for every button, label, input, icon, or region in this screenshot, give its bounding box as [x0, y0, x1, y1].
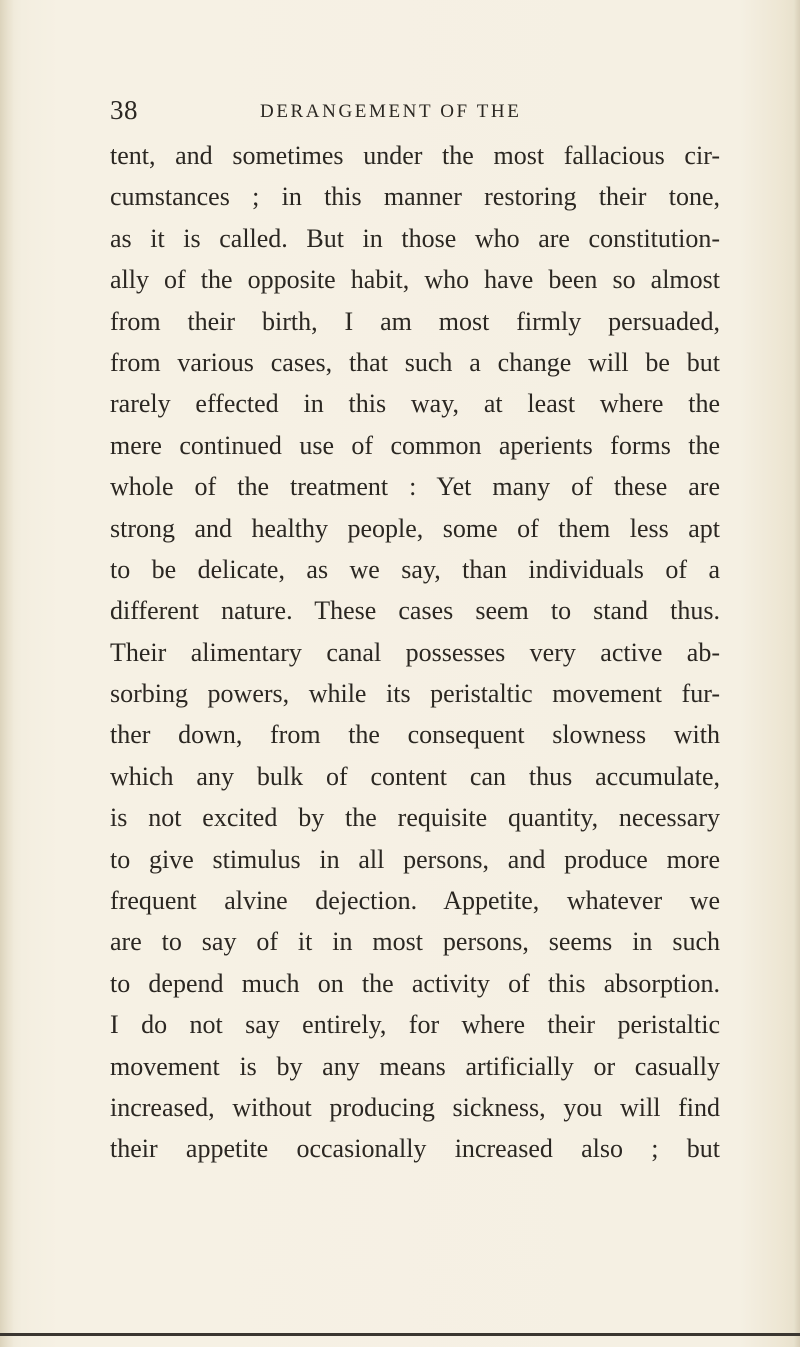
- page-left-edge-shadow: [0, 0, 14, 1347]
- scan-bottom-edge: [0, 1333, 800, 1336]
- text-line: to be delicate, as we say, than individuals of a: [110, 554, 720, 584]
- text-line: strong and healthy people, some of them less apt: [110, 513, 720, 543]
- text-line: from their birth, I am most firmly persuaded,: [110, 306, 720, 336]
- text-line: movement is by any means artificially or casually: [110, 1051, 720, 1081]
- running-head: DERANGEMENT OF THE: [260, 101, 522, 122]
- text-line: ther down, from the consequent slowness with: [110, 720, 720, 750]
- text-line: whole of the treatment : Yet many of these are: [110, 472, 720, 502]
- text-line: from various cases, that such a change will be but: [110, 347, 720, 377]
- page-right-edge-shadow: [794, 0, 800, 1347]
- text-line: to give stimulus in all persons, and produce more: [110, 844, 720, 874]
- text-line: Their alimentary canal possesses very active ab-: [110, 637, 720, 667]
- text-line: which any bulk of content can thus accumulate,: [110, 761, 720, 791]
- text-line: is not excited by the requisite quantity, necessary: [110, 803, 720, 833]
- text-line: tent, and sometimes under the most fallacious cir-: [110, 141, 720, 170]
- text-line: are to say of it in most persons, seems in such: [110, 927, 720, 957]
- text-line: as it is called. But in those who are constitution-: [110, 223, 720, 253]
- text-line: to depend much on the activity of this absorption.: [110, 968, 720, 998]
- text-line: ally of the opposite habit, who have been so almost: [110, 265, 720, 295]
- page-number: 38: [110, 95, 138, 125]
- text-line: different nature. These cases seem to stand thus.: [110, 596, 720, 626]
- body-text: [110, 135, 720, 1170]
- text-line: increased, without producing sickness, you will find: [110, 1092, 720, 1122]
- page-header: [110, 95, 710, 135]
- text-line: I do not say entirely, for where their peristaltic: [110, 1010, 720, 1040]
- text-line: cumstances ; in this manner restoring their tone,: [110, 182, 720, 212]
- text-line: frequent alvine dejection. Appetite, whatever we: [110, 886, 720, 916]
- text-line: rarely effected in this way, at least where the: [110, 389, 720, 419]
- text-line: their appetite occasionally increased also ; but: [110, 1134, 720, 1164]
- text-line: sorbing powers, while its peristaltic movement fur-: [110, 679, 720, 709]
- text-line: mere continued use of common aperients forms the: [110, 430, 720, 460]
